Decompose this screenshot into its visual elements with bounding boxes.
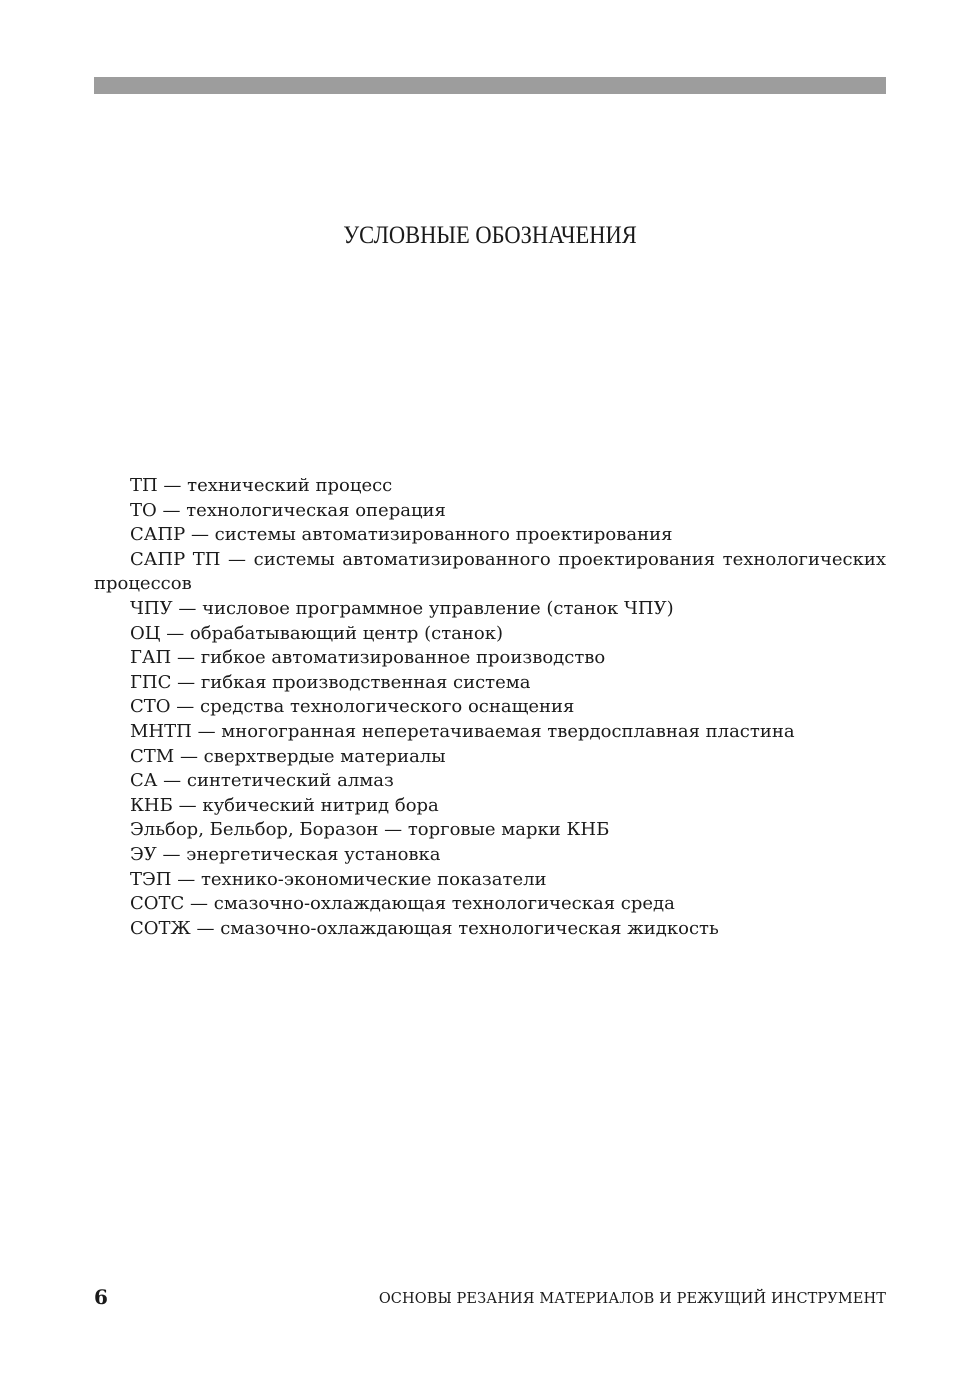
abbreviation-entry	[94, 917, 886, 942]
separator: —	[171, 671, 201, 693]
abbreviation-definition: смазочно-охлаждающая технологическая жидкость	[220, 917, 719, 939]
abbreviation-entry	[94, 794, 886, 819]
abbreviation-entry	[94, 523, 886, 548]
separator: —	[157, 770, 187, 792]
abbreviation-entry	[94, 843, 886, 868]
section-title: УСЛОВНЫЕ ОБОЗНАЧЕНИЯ	[343, 222, 637, 249]
separator: —	[190, 917, 221, 939]
separator: —	[191, 720, 222, 742]
abbreviation-term: МНТП	[130, 720, 192, 742]
abbreviation-entry	[94, 745, 886, 770]
separator: —	[174, 745, 204, 767]
abbreviation-term: СОТС	[130, 893, 185, 915]
separator: —	[184, 893, 214, 915]
abbreviation-term: ТЭП	[130, 868, 172, 890]
abbreviation-term: ГАП	[130, 647, 172, 669]
abbreviation-entry	[94, 671, 886, 696]
abbreviation-term: САПР	[130, 524, 186, 546]
abbreviation-term: ГПС	[130, 671, 172, 693]
separator: —	[172, 597, 203, 619]
abbreviation-entry	[94, 499, 886, 524]
running-footer-title: ОСНОВЫ РЕЗАНИЯ МАТЕРИАЛОВ И РЕЖУЩИЙ ИНСТРУМЕНТ	[378, 1291, 886, 1307]
abbreviation-entry	[94, 720, 886, 745]
abbreviation-term: ТО	[130, 499, 157, 521]
abbreviation-entry	[94, 474, 886, 499]
abbreviation-entry	[94, 769, 886, 794]
separator: —	[220, 548, 254, 570]
abbreviation-entry	[94, 892, 886, 917]
abbreviation-definition: торговые марки КНБ	[407, 819, 610, 841]
abbreviation-entry	[94, 548, 886, 597]
abbreviation-definition: технический процесс	[187, 475, 393, 496]
separator: —	[172, 794, 203, 816]
abbreviation-term: ОЦ	[130, 622, 161, 644]
header-rule	[94, 77, 886, 94]
abbreviation-definition: энергетическая установка	[186, 843, 441, 865]
separator: —	[160, 622, 190, 644]
abbreviation-definition: сверхтвердые материалы	[203, 745, 446, 767]
abbreviation-term: Эльбор, Бельбор, Боразон	[130, 819, 379, 841]
abbreviation-definition: кубический нитрид бора	[202, 794, 439, 816]
abbreviation-term: СА	[130, 770, 158, 792]
abbreviation-definition: числовое программное управление (станок ЧПУ)	[202, 597, 674, 619]
abbreviation-term: ЧПУ	[130, 597, 173, 619]
abbreviation-definition: технологическая операция	[186, 499, 446, 521]
abbreviation-entry	[94, 597, 886, 622]
abbreviation-term: СТМ	[130, 745, 175, 767]
separator: —	[171, 868, 201, 890]
abbreviation-definition: многогранная неперетачиваемая твердосплавная пластина	[221, 720, 795, 742]
abbreviation-entry	[94, 868, 886, 893]
abbreviation-definition: технико-экономические показатели	[200, 868, 547, 890]
abbreviation-definition: смазочно-охлаждающая технологическая среда	[213, 893, 675, 915]
abbreviation-definition: системы автоматизированного проектирования	[214, 524, 673, 546]
abbreviation-term: КНБ	[130, 794, 173, 816]
separator: —	[156, 499, 187, 521]
abbreviation-entry	[94, 646, 886, 671]
abbreviation-definition: системы автоматизированного проектирования технологических процессов	[94, 548, 886, 595]
separator: —	[185, 524, 215, 546]
abbreviation-definition: гибкое автоматизированное производство	[200, 647, 606, 669]
abbreviation-term: САПР ТП	[130, 548, 221, 570]
abbreviation-term: ЭУ	[130, 843, 157, 865]
abbreviation-term: ТП	[130, 475, 158, 496]
separator: —	[157, 475, 188, 496]
abbreviation-entry	[94, 695, 886, 720]
abbreviation-definition: обрабатывающий центр (станок)	[189, 622, 504, 644]
separator: —	[378, 819, 408, 841]
separator: —	[156, 843, 187, 865]
abbreviation-entry	[94, 818, 886, 843]
separator: —	[170, 696, 200, 718]
page-number: 6	[94, 1285, 108, 1309]
abbreviation-term: СОТЖ	[130, 917, 191, 939]
abbreviation-term: СТО	[130, 696, 171, 718]
abbreviation-definition: средства технологического оснащения	[200, 696, 575, 718]
abbreviation-list	[94, 474, 886, 941]
abbreviation-entry	[94, 622, 886, 647]
abbreviation-definition: гибкая производственная система	[200, 671, 531, 693]
abbreviation-definition: синтетический алмаз	[186, 770, 394, 792]
separator: —	[171, 647, 201, 669]
